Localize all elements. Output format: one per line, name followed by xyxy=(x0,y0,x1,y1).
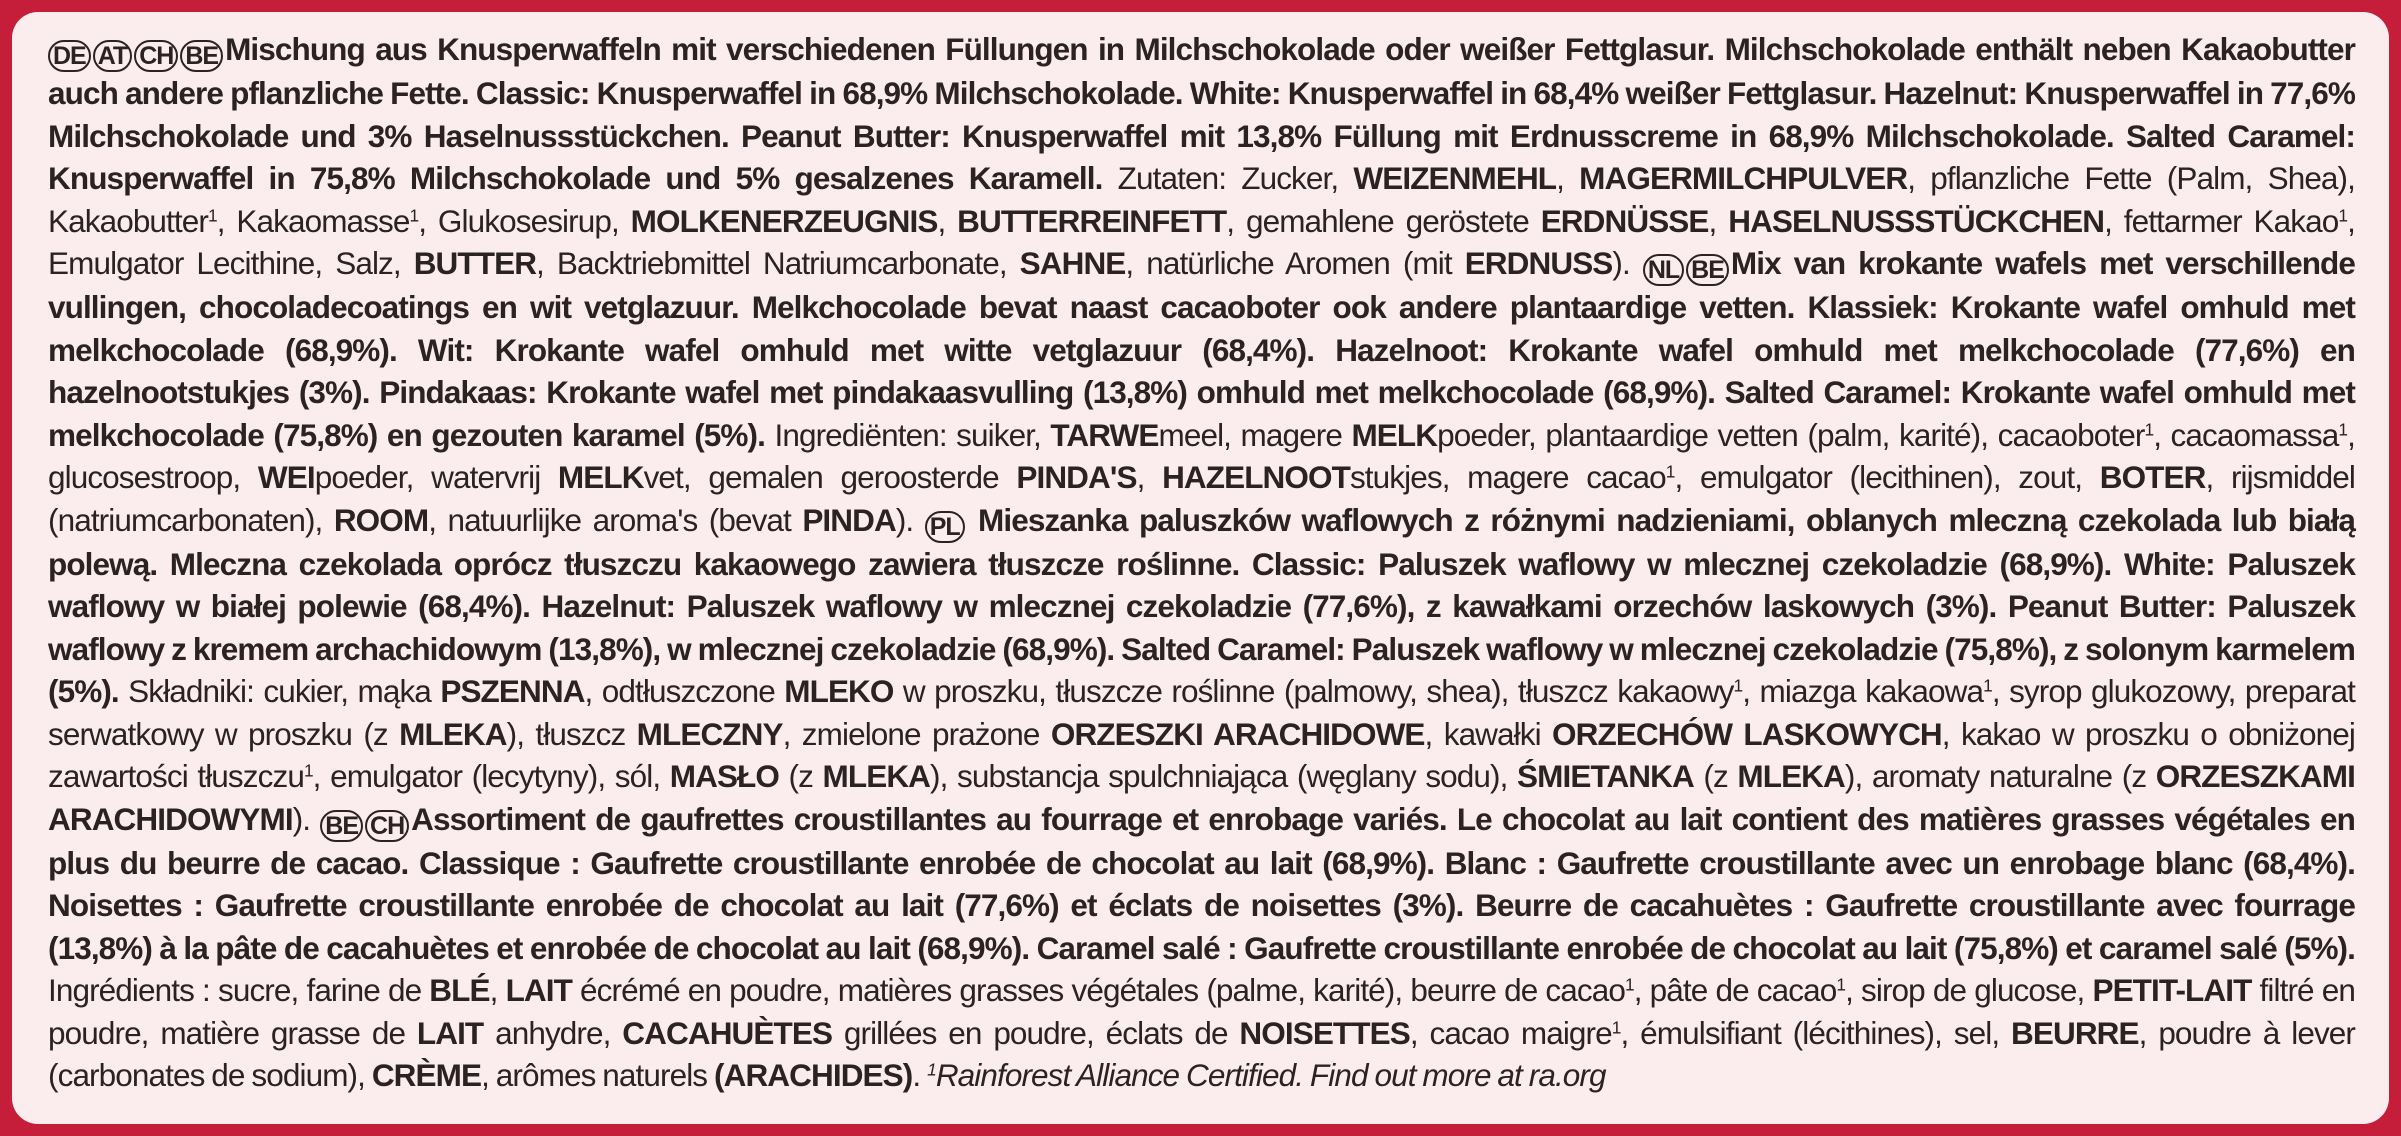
body-text: Ingrédients : sucre, farine de xyxy=(48,972,430,1008)
country-code-badge: BE xyxy=(180,40,223,72)
body-text: vet, gemalen geroosterde xyxy=(643,459,1017,495)
footnote-marker: 1 xyxy=(1611,1017,1621,1038)
footnote-marker: 1 xyxy=(2338,419,2348,440)
bold-text: MLEKA xyxy=(822,758,931,794)
bold-text: PINDA xyxy=(802,501,896,538)
bold-text: MASŁO xyxy=(669,758,779,794)
body-text: poeder, watervrij xyxy=(314,459,558,495)
bold-text: SAHNE xyxy=(1019,245,1126,281)
bold-text: MELK xyxy=(1351,416,1438,453)
body-text: ), tłuszcz xyxy=(506,715,637,752)
body-text: , xyxy=(489,972,506,1008)
body-text: , Kakaomasse xyxy=(216,202,410,239)
body-text: , pâte de cacao xyxy=(1633,972,1837,1008)
bold-text: BUTTER xyxy=(413,245,537,281)
footnote-marker: 1 xyxy=(1665,461,1675,482)
footnote-marker: 1 xyxy=(1624,974,1634,995)
bold-text: PSZENNA xyxy=(440,673,585,709)
body-text: , gemahlene geröstete xyxy=(1226,202,1541,239)
bold-text: LAIT xyxy=(505,972,572,1008)
country-code-badge: CH xyxy=(134,40,178,72)
body-text: , xyxy=(937,202,958,239)
bold-text: MOLKENERZEUGNIS xyxy=(630,202,938,239)
body-text: , cacaomassa xyxy=(2153,416,2339,453)
footnote-marker: 1 xyxy=(1836,974,1846,995)
body-text: (z xyxy=(1693,758,1738,794)
footnote-marker: 1 xyxy=(207,205,217,226)
body-text: , zmielone prażone xyxy=(782,715,1051,752)
body-text: , Glukosesirup, xyxy=(418,202,631,239)
body-text: , rijsmiddel (natriumcarbonaten), xyxy=(48,459,2355,538)
certification-note: Rainforest Alliance Certified. Find out more at ra.org xyxy=(935,1057,1606,1093)
body-text: , kakao w proszku o obniżonej zawartości tłuszczu xyxy=(48,715,2356,794)
bold-text: ŚMIETANKA xyxy=(1517,758,1694,794)
bold-text: PETIT-LAIT xyxy=(2092,972,2252,1008)
bold-text: BOTER xyxy=(2099,459,2206,495)
body-text: grillées en poudre, éclats de xyxy=(832,1014,1240,1051)
body-text: , emulgator (lecytyny), sól, xyxy=(312,758,670,794)
bold-text: HASELNUSSSTÜCKCHEN xyxy=(1728,202,2105,239)
bold-text: WEI xyxy=(257,459,315,495)
body-text: ). xyxy=(895,501,925,538)
body-text: , natuurlijke aroma's (bevat xyxy=(428,501,803,538)
body-text: , syrop glukozowy, preparat serwatkowy w proszku (z xyxy=(48,673,2356,752)
bold-text: ERDNUSS xyxy=(1464,245,1613,281)
country-code-badge: NL xyxy=(1643,254,1684,286)
bold-text: MLECZNY xyxy=(636,715,783,752)
body-text: , émulsifiant (lécithines), sel, xyxy=(1620,1014,2012,1051)
body-text: . xyxy=(912,1057,928,1093)
body-text: , glucosestroop, xyxy=(48,416,2355,495)
footnote-marker: 1 xyxy=(2338,205,2348,226)
body-text: Składniki: cukier, mąka xyxy=(118,673,441,709)
body-text: , Backtriebmittel Natriumcarbonate, xyxy=(536,245,1020,281)
body-text: , fettarmer Kakao xyxy=(2104,202,2339,239)
body-text: , kawałki xyxy=(1424,715,1553,752)
bold-text: Mischung aus Knusperwaffeln mit verschiedenen Füllungen in Milchschokolade oder weißer Fettglasur. Milchschokolade enthält neben Kakaobutter auch andere pflanzliche Fette. Classic: Knusperwaffel in 68,9% Milchschokolade. White: Knusperwaffel in 68,4% weißer Fettglasur. Hazelnut: Knusperwaffel in 77,6% Milchschokolade und 3% Haselnussstückchen. Peanut Butter: Knusperwaffel mit 13,8% Füllung mit Erdnusscreme in 68,9% Milchschokolade. Salted Caramel: Knusperwaffel in 75,8% Milchschokolade und 5% gesalzenes Karamell. xyxy=(48,31,2355,196)
country-code-badge: PL xyxy=(925,511,965,543)
body-text: w proszku, tłuszcze roślinne (palmowy, shea), tłuszcz kakaowy xyxy=(893,673,1734,709)
country-code-badge: BE xyxy=(1686,254,1729,286)
body-text: , odtłuszczone xyxy=(584,673,785,709)
bold-text: ORZESZKAMI ARACHIDOWYMI xyxy=(48,758,2355,837)
body-text: ), substancja spulchniająca (węglany sodu), xyxy=(930,758,1518,794)
body-text: , emulgator (lecithinen), zout, xyxy=(1674,459,2100,495)
body-text: , natürliche Aromen (mit xyxy=(1125,245,1465,281)
bold-text: WEIZENMEHL xyxy=(1353,160,1557,196)
body-text: Zutaten: Zucker, xyxy=(1102,160,1354,196)
bold-text: PINDA'S xyxy=(1016,459,1137,495)
body-text: meel, magere xyxy=(1158,416,1352,453)
bold-text: NOISETTES xyxy=(1239,1014,1410,1051)
bold-text: MELK xyxy=(557,459,644,495)
bold-text: MAGERMILCHPULVER xyxy=(1579,160,1908,196)
body-text: stukjes, magere cacao xyxy=(1349,459,1666,495)
country-code-badge: AT xyxy=(93,40,132,72)
body-text: , xyxy=(1556,160,1580,196)
bold-text: ORZESZKI ARACHIDOWE xyxy=(1050,715,1425,752)
footnote-marker: 1 xyxy=(409,205,419,226)
bold-text: BUTTERREINFETT xyxy=(957,202,1227,239)
body-text: ), aromaty naturalne (z xyxy=(1844,758,2156,794)
bold-text: ORZECHÓW LASKOWYCH xyxy=(1552,715,1942,752)
bold-text: LAIT xyxy=(416,1014,484,1051)
body-text: (z xyxy=(779,758,823,794)
body-text: , pflanzliche Fette (Palm, Shea), Kakaobutter xyxy=(48,160,2355,239)
bold-text: (ARACHIDES) xyxy=(714,1057,913,1093)
bold-text: HAZELNOOT xyxy=(1162,459,1350,495)
footnote-marker: 1 xyxy=(1983,675,1992,696)
bold-text: Mieszanka paluszków waflowych z różnymi nadzieniami, oblanych mleczną czekolada lub białą polewą. Mleczna czekolada oprócz tłuszczu kakaowego zawiera tłuszcze roślinne. Classic: Paluszek waflowy w mlecznej czekoladzie (68,9%). White: Paluszek waflowy w białej polewie (68,4%). Hazelnut: Paluszek waflowy w mlecznej czekoladzie (77,6%), z kawałkami orzechów laskowych (3%). Peanut Butter: Paluszek waflowy z kremem archachidowym (13,8%), w mlecznej czekoladzie (68,9%). Salted Caramel: Paluszek waflowy w mlecznej czekoladzie (75,8%), z solonym karmelem (5%). xyxy=(48,501,2355,709)
country-code-badge: DE xyxy=(48,40,91,72)
body-text: , miazga kakaowa xyxy=(1742,673,1984,709)
body-text: poeder, plantaardige vetten (palm, karité), cacaoboter xyxy=(1437,416,2145,453)
country-code-badge: BE xyxy=(320,810,363,842)
bold-text: ERDNÜSSE xyxy=(1540,202,1709,239)
body-text: , poudre à lever (carbonates de sodium), xyxy=(48,1014,2356,1093)
body-text: , cacao maigre xyxy=(1409,1014,1612,1051)
bold-text: CACAHUÈTES xyxy=(622,1014,833,1051)
bold-text: Assortiment de gaufrettes croustillantes au fourrage et enrobage variés. Le chocolat au lait contient des matières grasses végétales en plus du beurre de cacao. Classique : Gaufrette croustillante enrobée de chocolat au lait (68,9%). Blanc : Gaufrette croustillante avec un enrobage blanc (68,4%). Noisettes : Gaufrette croustillante enrobée de chocolat au lait (77,6%) et éclats de noisettes (3%). Beurre de cacahuètes : Gaufrette croustillante avec fourrage (13,8%) à la pâte de cacahuètes et enrobée de chocolat au lait (68,9%). Caramel salé : Gaufrette croustillante enrobée de chocolat au lait (75,8%) et caramel salé (5%). xyxy=(48,800,2355,966)
body-text: ). xyxy=(1612,245,1643,281)
footnote-marker: 1 xyxy=(303,760,313,781)
footnote-marker: 1 xyxy=(927,1059,936,1080)
country-code-badge: CH xyxy=(365,810,409,842)
ingredients-label-panel xyxy=(12,12,2389,1124)
bold-text: ROOM xyxy=(333,501,429,538)
bold-text: TARWE xyxy=(1050,416,1159,453)
bold-text: MLEKO xyxy=(784,673,894,709)
body-text: , Emulgator Lecithine, Salz, xyxy=(48,202,2355,281)
body-text: , sirop de glucose, xyxy=(1845,972,2093,1008)
footnote-marker: 1 xyxy=(1733,675,1743,696)
body-text: écrémé en poudre, matières grasses végétales (palme, karité), beurre de cacao xyxy=(571,972,1625,1008)
bold-text: MLEKA xyxy=(1737,758,1845,794)
bold-text: MLEKA xyxy=(399,715,507,752)
body-text: filtré en poudre, matière grasse de xyxy=(48,972,2355,1051)
bold-text: BLÉ xyxy=(429,972,490,1008)
body-text: , xyxy=(1136,459,1163,495)
body-text: anhydre, xyxy=(483,1014,623,1051)
bold-text: CRÈME xyxy=(371,1057,482,1093)
bold-text: Mix van krokante wafels met verschillende vullingen, chocoladecoatings en wit vetglazuur. Melkchocolade bevat naast cacaoboter ook andere plantaardige vetten. Klassiek: Krokante wafel omhuld met melkchocolade (68,9%). Wit: Krokante wafel omhuld met witte vetglazuur (68,4%). Hazelnoot: Krokante wafel omhuld met melkchocolade (77,6%) en hazelnootstukjes (3%). Pindakaas: Krokante wafel met pindakaasvulling (13,8%) omhuld met melkchocolade (68,9%). Salted Caramel: Krokante wafel omhuld met melkchocolade (75,8%) en gezouten karamel (5%). xyxy=(48,245,2356,453)
body-text: ). xyxy=(292,800,321,837)
bold-text: BEURRE xyxy=(2011,1014,2139,1051)
body-text: , arômes naturels xyxy=(481,1057,715,1093)
footnote-marker: 1 xyxy=(2144,419,2154,440)
ingredients-text xyxy=(48,28,2355,1097)
body-text: , xyxy=(1708,202,1729,239)
body-text: Ingrediënten: suiker, xyxy=(764,416,1051,453)
